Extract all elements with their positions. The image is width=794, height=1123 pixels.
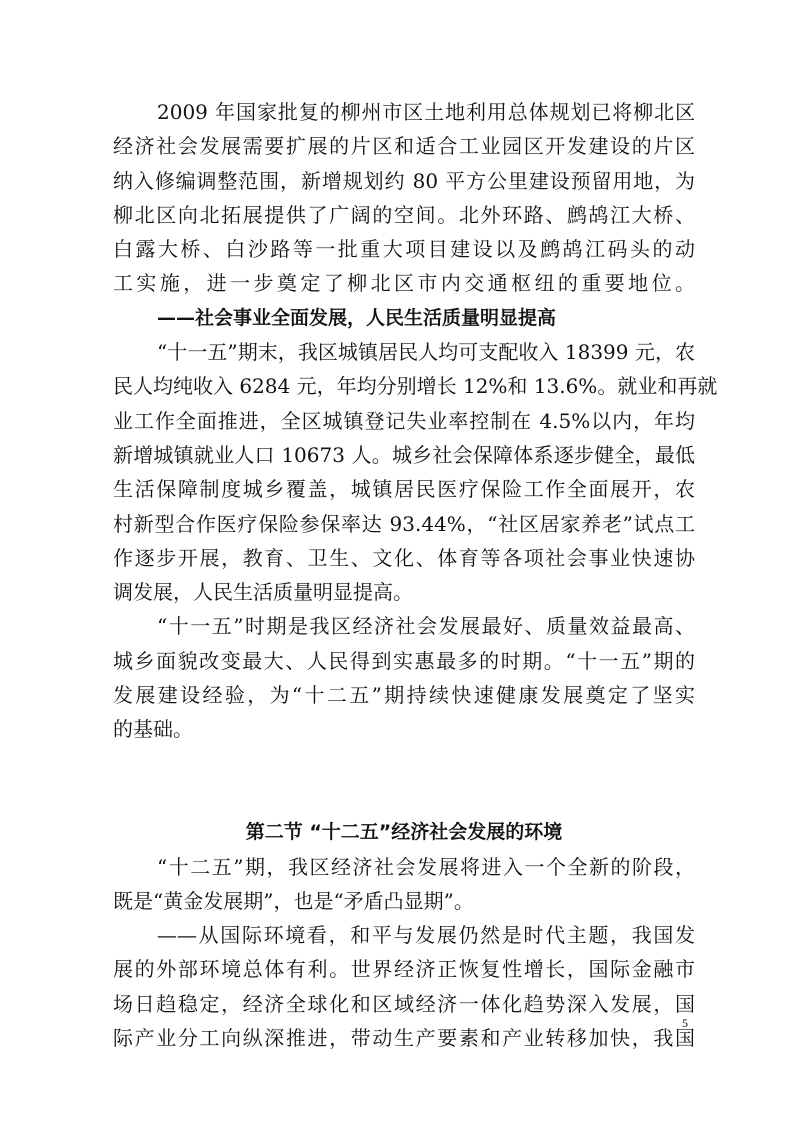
body-text-line: 新增城镇就业人口 10673 人。城乡社会保障体系逐步健全，最低 <box>113 442 695 467</box>
body-text-line: 展的外部环境总体有利。世界经济正恢复性增长，国际金融市 <box>113 957 695 982</box>
body-text-line: 场日趋稳定，经济全球化和区域经济一体化趋势深入发展，国 <box>113 991 695 1016</box>
body-text-line: “十二五”期，我区经济社会发展将进入一个全新的阶段， <box>157 854 695 879</box>
body-text-line: 作逐步开展，教育、卫生、文化、体育等各项社会事业快速协 <box>113 545 695 570</box>
body-text-line: 际产业分工向纵深推进，带动生产要素和产业转移加快，我国 <box>113 1026 695 1051</box>
body-text-line: 民人均纯收入 6284 元，年均分别增长 12%和 13.6%。就业和再就 <box>113 374 718 399</box>
document-body <box>113 95 718 1055</box>
page-number: 5 <box>682 1016 688 1030</box>
body-text-line: 业工作全面推进，全区城镇登记失业率控制在 4.5%以内，年均 <box>113 408 695 433</box>
body-text-line: 纳入修编调整范围，新增规划约 80 平方公里建设预留用地，为 <box>113 168 695 193</box>
body-text-line: 经济社会发展需要扩展的片区和适合工业园区开发建设的片区 <box>113 134 695 159</box>
body-text-line: ——从国际环境看，和平与发展仍然是时代主题，我国发 <box>157 923 695 948</box>
body-text-line: 柳北区向北拓展提供了广阔的空间。北外环路、鹧鸪江大桥、 <box>113 202 695 227</box>
body-text-line: 白露大桥、白沙路等一批重大项目建设以及鹧鸪江码头的动 <box>113 237 695 262</box>
body-text-line: 工实施，进一步奠定了柳北区市内交通枢纽的重要地位。 <box>113 271 695 296</box>
subheading-social-development: ——社会事业全面发展，人民生活质量明显提高 <box>157 306 557 329</box>
body-text-line: “十一五”期末，我区城镇居民人均可支配收入 18399 元，农 <box>157 340 695 365</box>
body-text-line: 2009 年国家批复的柳州市区土地利用总体规划已将柳北区 <box>157 100 695 124</box>
section-title: 第二节 “十二五”经济社会发展的环境 <box>245 821 563 844</box>
body-text-line: 调发展，人民生活质量明显提高。 <box>113 580 413 605</box>
body-text-line: 城乡面貌改变最大、人民得到实惠最多的时期。“十一五”期的 <box>113 648 695 673</box>
body-text-line: 村新型合作医疗保险参保率达 93.44%，“社区居家养老”试点工 <box>113 511 695 536</box>
body-text-line: 的基础。 <box>113 717 193 742</box>
body-text-line: 生活保障制度城乡覆盖，城镇居民医疗保险工作全面展开，农 <box>113 477 695 502</box>
body-text-line: “十一五”时期是我区经济社会发展最好、质量效益最高、 <box>157 614 695 639</box>
section-spacer <box>113 747 695 816</box>
body-text-line: 发展建设经验，为“十二五”期持续快速健康发展奠定了坚实 <box>113 683 695 708</box>
body-text-line: 既是“黄金发展期”，也是“矛盾凸显期”。 <box>113 888 474 913</box>
